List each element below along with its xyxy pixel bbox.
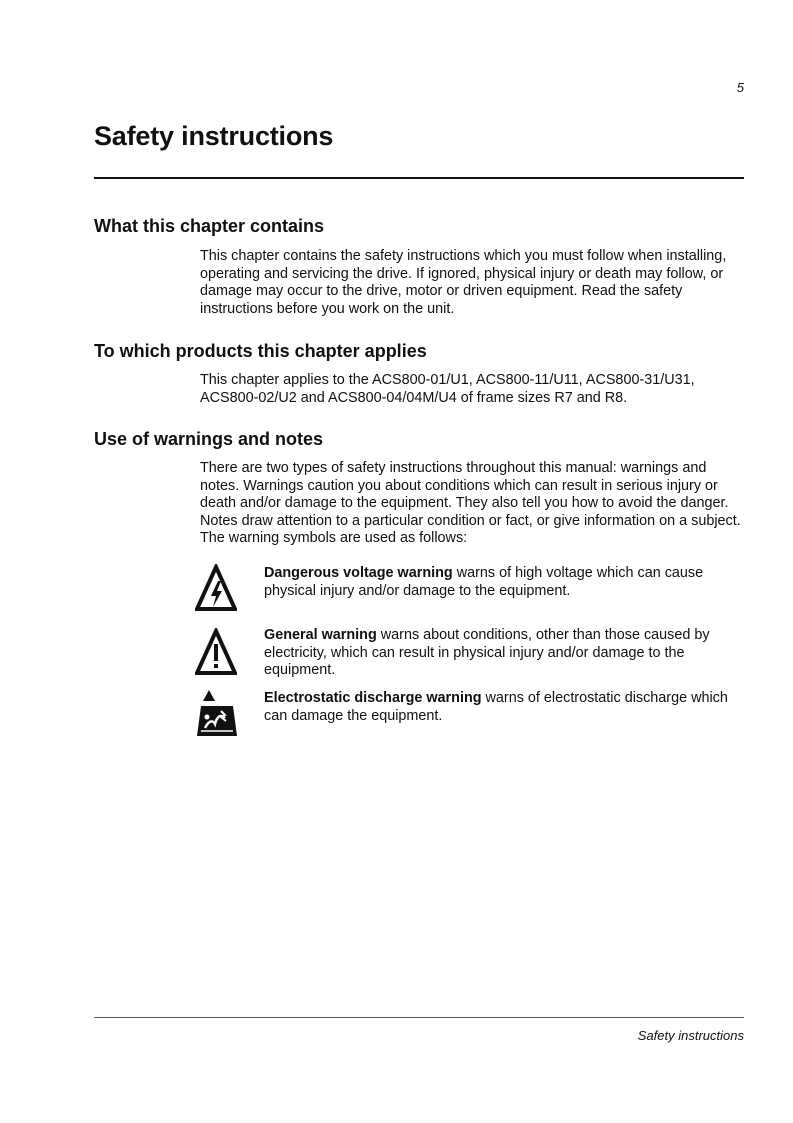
warning-description: warns of electrostatic discharge which can damage the equipment. <box>264 690 728 724</box>
title-divider <box>94 177 744 179</box>
section-heading-chapter-contents: What this chapter contains <box>94 216 325 236</box>
section-body-warnings-notes: There are two types of safety instructions throughout this manual: warnings and notes. Warnings caution you about conditions which can result in serious injury or death and/or damage to the equipment. They also tell you how to avoid the danger. Notes draw attention to a particular condition or fact, or give information on a subject. The warning symbols are used as follows: <box>200 460 741 546</box>
section-body-applicable-products: This chapter applies to the ACS800-01/U1, ACS800-11/U11, ACS800-31/U31, ACS800-02/U2 and ACS800-04/04M/U4 of frame sizes R7 and R8. <box>200 372 695 406</box>
page-number: 5 <box>736 80 744 95</box>
general-warning-icon <box>195 628 237 678</box>
section-heading-warnings-notes: Use of warnings and notes <box>94 429 324 449</box>
warning-description-dangerous-voltage <box>264 565 745 600</box>
warning-description-general <box>264 627 745 680</box>
section-heading-applicable-products: To which products this chapter applies <box>94 341 427 361</box>
dangerous-voltage-icon <box>195 564 237 614</box>
warning-name: General warning <box>264 627 377 643</box>
warning-description: warns about conditions, other than those caused by electricity, which can result in physical injury and/or damage to the equipment. <box>264 627 710 678</box>
warning-name: Dangerous voltage warning <box>264 565 453 581</box>
warning-description-electrostatic <box>264 690 745 725</box>
warning-description: warns of high voltage which can cause physical injury and/or damage to the equipment. <box>264 565 704 599</box>
section-body-chapter-contents: This chapter contains the safety instructions which you must follow when installing, operating and servicing the drive. If ignored, physical injury or death may follow, or damage may occur to the drive, motor or driven equipment. Read the safety instructions before you work on the unit. <box>200 248 727 317</box>
electrostatic-discharge-icon <box>195 690 237 740</box>
footer-divider <box>94 1017 744 1018</box>
warning-name: Electrostatic discharge warning <box>264 690 482 706</box>
chapter-title: Safety instructions <box>94 121 334 151</box>
footer-section-title: Safety instructions <box>637 1028 744 1043</box>
